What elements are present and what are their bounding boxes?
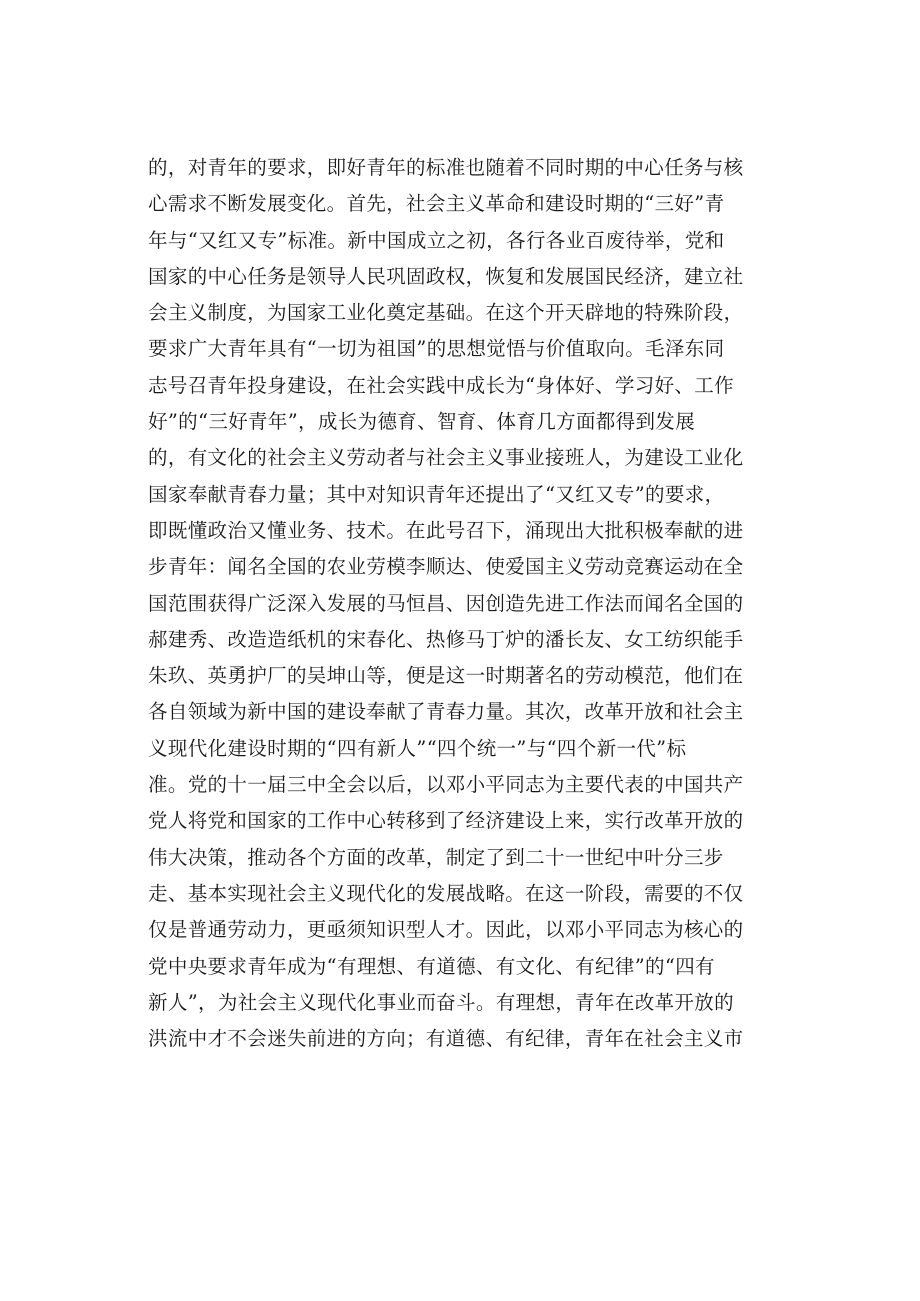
text-line: 各自领域为新中国的建设奉献了青春力量。其次，改革开放和社会主	[148, 700, 744, 724]
text-line: 党中央要求青年成为“有理想、有道德、有文化、有纪律”的“四有	[148, 954, 715, 978]
text-line: 走、基本实现社会主义现代化的发展战略。在这一阶段，需要的不仅	[148, 881, 744, 905]
text-line: 郝建秀、改造造纸机的宋春化、热修马丁炉的潘长友、女工纺织能手	[148, 627, 744, 651]
text-line: 伟大决策，推动各个方面的改革，制定了到二十一世纪中叶分三步	[148, 845, 724, 869]
text-line: 的，有文化的社会主义劳动者与社会主义事业接班人，为建设工业化	[148, 446, 744, 470]
text-line: 义现代化建设时期的“四有新人”“四个统一”与“四个新一代”标	[148, 736, 687, 760]
text-line: 要求广大青年具有“一切为祖国”的思想觉悟与价值取向。毛泽东同	[148, 337, 725, 361]
text-line: 朱玖、英勇护厂的吴坤山等，便是这一时期著名的劳动模范，他们在	[148, 664, 744, 688]
text-line: 新人”，为社会主义现代化事业而奋斗。有理想，青年在改革开放的	[148, 990, 734, 1014]
text-line: 即既懂政治又懂业务、技术。在此号召下，涌现出大批积极奉献的进	[148, 518, 744, 542]
text-line: 的，对青年的要求，即好青年的标准也随着不同时期的中心任务与核	[148, 156, 744, 179]
text-line: 国家的中心任务是领导人民巩固政权，恢复和发展国民经济，建立社	[148, 264, 744, 288]
text-line: 好”的“三好青年”，成长为德育、智育、体育几方面都得到发展	[148, 410, 696, 434]
text-line: 志号召青年投身建设，在社会实践中成长为“身体好、学习好、工作	[148, 373, 734, 397]
text-line: 年与“又红又专”标准。新中国成立之初，各行各业百废待举，党和	[148, 228, 725, 252]
text-line: 国家奉献青春力量；其中对知识青年还提出了“又红又专”的要求，	[148, 482, 725, 506]
text-line: 心需求不断发展变化。首先，社会主义革命和建设时期的“三好”青	[148, 192, 725, 216]
body-paragraph	[148, 150, 808, 1057]
text-line: 准。党的十一届三中全会以后，以邓小平同志为主要代表的中国共产	[148, 773, 744, 797]
text-line: 步青年：闻名全国的农业劳模李顺达、使爱国主义劳动竞赛运动在全	[148, 555, 744, 579]
text-line: 会主义制度，为国家工业化奠定基础。在这个开天辟地的特殊阶段，	[148, 301, 744, 325]
text-line: 仅是普通劳动力，更亟须知识型人才。因此，以邓小平同志为核心的	[148, 918, 744, 942]
text-line: 洪流中才不会迷失前进的方向；有道德、有纪律，青年在社会主义市	[148, 1027, 744, 1051]
text-line: 国范围获得广泛深入发展的马恒昌、因创造先进工作法而闻名全国的	[148, 591, 744, 615]
text-line: 党人将党和国家的工作中心转移到了经济建设上来，实行改革开放的	[148, 809, 744, 833]
